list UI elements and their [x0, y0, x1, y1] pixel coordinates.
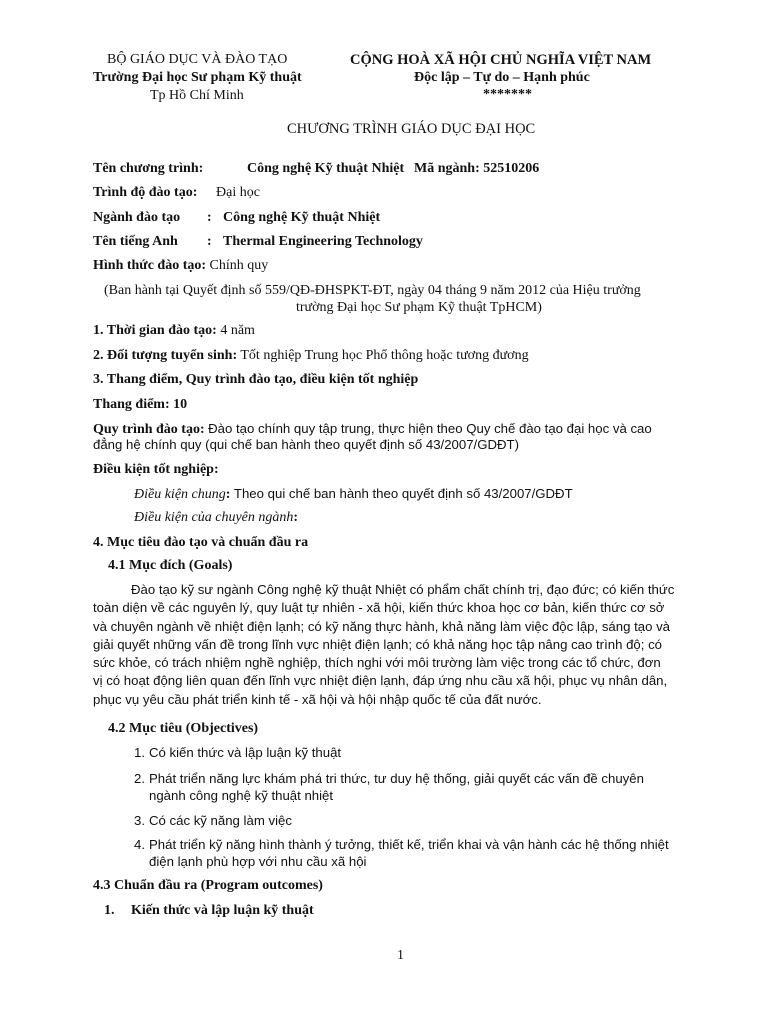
objective-number: 4.: [134, 837, 145, 852]
section-2-label: 2. Đối tượng tuyển sinh:: [93, 348, 238, 363]
university-city: Tp Hồ Chí Minh: [150, 88, 244, 103]
training-process-line-1: Đào tạo chính quy tập trung, thực hiện theo Quy chế đào tạo đại học và cao: [208, 421, 652, 436]
decision-line-2: trường Đại học Sư phạm Kỹ thuật TpHCM): [296, 300, 542, 315]
national-motto: Độc lập – Tự do – Hạnh phúc: [414, 70, 590, 85]
ministry-name: BỘ GIÁO DỤC VÀ ĐÀO TẠO: [107, 52, 288, 67]
grading-scale: [93, 397, 187, 413]
goals-line: toàn diện về các nguyên lý, quy luật tự nhiên - xã hội, kiến thức khoa học cơ bản, kiến thức cơ sở: [93, 600, 665, 616]
general-condition-label: Điều kiện chung: [134, 487, 226, 502]
study-form-row: [93, 258, 268, 274]
outcome-1-label: Kiến thức và lập luận kỹ thuật: [131, 903, 314, 918]
section-3-heading: 3. Thang điểm, Quy trình đào tạo, điều kiện tốt nghiệp: [93, 372, 419, 387]
program-name-value: Công nghệ Kỹ thuật Nhiệt: [247, 161, 405, 176]
section-1-value: 4 năm: [220, 323, 255, 338]
english-name-label: Tên tiếng Anh: [93, 234, 178, 249]
goals-line: giải quyết những vấn đề trong lĩnh vực nhiệt điện lạnh; có khả năng học tập nâng cao trình độ; có: [93, 636, 662, 652]
study-form-value: Chính quy: [209, 258, 269, 273]
program-code-row: [414, 161, 539, 177]
program-code-value: 52510206: [483, 161, 540, 176]
training-process-label: Quy trình đào tạo:: [93, 422, 205, 437]
header-stars: *******: [483, 87, 532, 102]
general-condition: [134, 486, 573, 503]
major-condition-colon: :: [293, 510, 299, 525]
outcomes-heading: 4.3 Chuẩn đầu ra (Program outcomes): [93, 878, 323, 893]
objective-text-continued: ngành công nghệ kỹ thuật nhiệt: [149, 788, 334, 803]
goals-line: sức khỏe, có trách nhiệm nghề nghiệp, thích nghi với môi trường làm việc trong các tổ chức, đơn: [93, 655, 661, 671]
general-condition-colon: :: [225, 487, 231, 502]
major-condition-label: Điều kiện của chuyên ngành: [134, 510, 294, 525]
training-process-line-2: đẳng hệ chính quy (qui chế ban hành theo quyết định số 43/2007/GDĐT): [93, 437, 519, 452]
objectives-heading: 4.2 Mục tiêu (Objectives): [108, 721, 259, 736]
level-label: Trình độ đào tạo:: [93, 185, 198, 200]
objective-number: 1.: [134, 745, 145, 760]
study-form-label: Hình thức đào tạo:: [93, 258, 207, 273]
general-condition-value: Theo qui chế ban hành theo quyết định số 43/2007/GDĐT: [233, 486, 573, 501]
goals-line: phục vụ yêu cầu phát triển kinh tế - xã hội và hội nhập quốc tế của đất nước.: [93, 691, 542, 707]
english-name-value: Thermal Engineering Technology: [223, 234, 423, 249]
section-2-value: Tốt nghiệp Trung học Phổ thông hoặc tương đương: [240, 348, 529, 363]
program-code-label: Mã ngành:: [414, 161, 480, 176]
level-value: Đại học: [216, 185, 260, 200]
major-value: Công nghệ Kỹ thuật Nhiệt: [223, 210, 381, 225]
goals-line: Đào tạo kỹ sư ngành Công nghệ kỹ thuật Nhiệt có phẩm chất chính trị, đạo đức; có kiến thức: [131, 582, 675, 597]
english-name-separator: :: [207, 234, 212, 249]
objective-number: 2.: [134, 771, 145, 786]
section-4-heading: 4. Mục tiêu đào tạo và chuẩn đầu ra: [93, 535, 309, 550]
goals-line: và chuyên ngành về nhiệt điện lạnh; có kỹ năng thực hành, khả năng làm việc độc lập, sáng tạo và: [93, 618, 671, 634]
goals-paragraph: [93, 581, 710, 709]
goals-line: vị có hoạt động liên quan đến lĩnh vực nhiệt điện lạnh, đáp ứng nhu cầu xã hội, phục vụ nhân dân,: [93, 673, 668, 689]
major-label: Ngành đào tạo: [93, 210, 181, 225]
objective-number: 3.: [134, 813, 145, 828]
objective-text: Phát triển năng lực khám phá tri thức, tư duy hệ thống, giải quyết các vấn đề chuyên: [149, 771, 644, 786]
objective-text: Phát triển kỹ năng hình thành ý tưởng, thiết kế, triển khai và vận hành các hệ thống nhiệt: [149, 837, 669, 852]
major-condition: [134, 510, 298, 526]
outcome-1-number: 1.: [104, 903, 115, 918]
objective-text: Có kiến thức và lập luận kỹ thuật: [149, 745, 342, 760]
program-name-label: Tên chương trình:: [93, 161, 204, 176]
section-1-label: 1. Thời gian đào tạo:: [93, 323, 217, 338]
decision-line-1: (Ban hành tại Quyết định số 559/QĐ-ĐHSPKT-ĐT, ngày 04 tháng 9 năm 2012 của Hiệu trưởng: [104, 283, 641, 298]
training-process: [93, 421, 652, 438]
grading-scale-label: Thang điểm:: [93, 397, 170, 412]
page-title: CHƯƠNG TRÌNH GIÁO DỤC ĐẠI HỌC: [287, 121, 536, 137]
section-2: [93, 348, 529, 364]
objective-text-continued: điện lạnh phù hợp với nhu cầu xã hội: [149, 854, 367, 869]
graduation-conditions-heading: Điều kiện tốt nghiệp:: [93, 462, 219, 477]
goals-heading: 4.1 Mục đích (Goals): [108, 558, 233, 573]
major-separator: :: [207, 210, 212, 225]
national-title: CỘNG HOÀ XÃ HỘI CHỦ NGHĨA VIỆT NAM: [350, 52, 652, 68]
page-number: 1: [397, 948, 404, 963]
grading-scale-value: 10: [173, 397, 188, 412]
objective-text: Có các kỹ năng làm việc: [149, 813, 292, 828]
university-name: Trường Đại học Sư phạm Kỹ thuật: [93, 70, 302, 85]
program-name-row: [93, 161, 203, 177]
section-1: [93, 323, 255, 339]
